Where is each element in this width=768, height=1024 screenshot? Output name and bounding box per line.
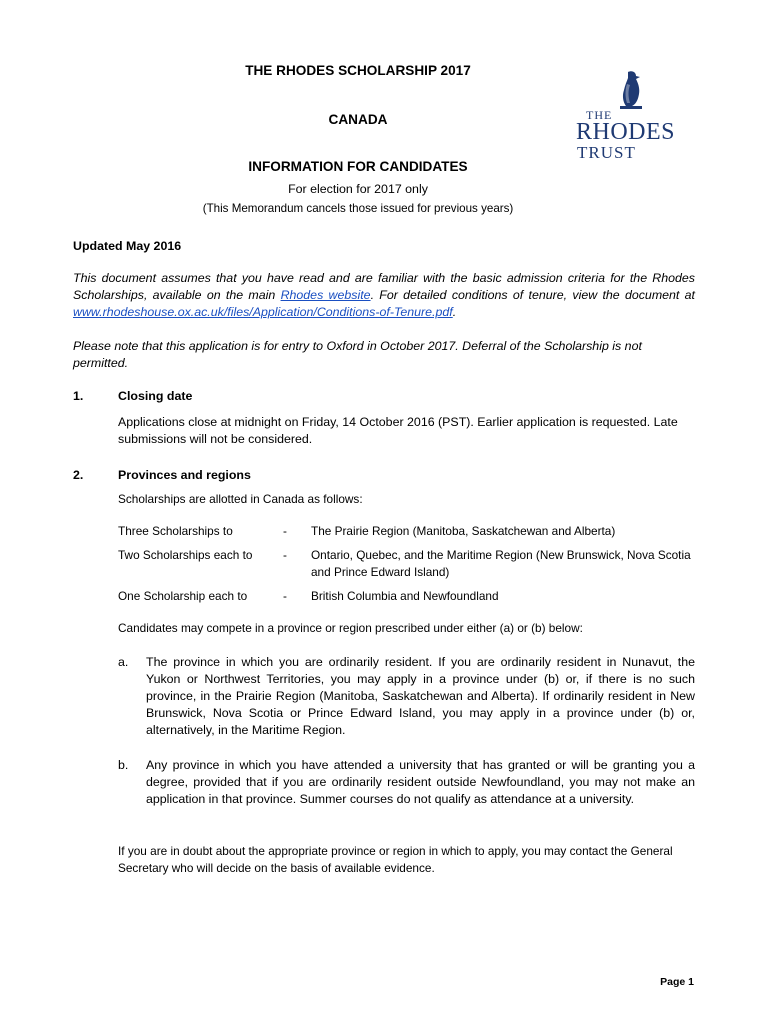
intro-text-1: This document assumes that you have read and are familiar with the basic admission criteria for the Rhodes Scholarships, available on the main (73, 271, 695, 302)
rhodes-bird-icon (616, 70, 646, 110)
conditions-of-tenure-link[interactable]: www.rhodeshouse.ox.ac.uk/files/Application/Conditions-of-Tenure.pdf (73, 305, 453, 319)
allocation-regions: The Prairie Region (Manitoba, Saskatchewan and Alberta) (311, 524, 616, 538)
allocation-regions: Ontario, Quebec, and the Maritime Region (New Brunswick, Nova Scotia and Prince Edward Island) (311, 548, 691, 579)
rhodes-trust-logo (572, 70, 696, 170)
deferral-note: Please note that this application is for entry to Oxford in October 2017. Deferral of the Scholarship is not permitted. (73, 339, 642, 370)
election-note: For election for 2017 only (288, 182, 428, 196)
closing-date-text: Applications close at midnight on Friday, 14 October 2016 (PST). Earlier application is requested. Late submissions will not be considered. (118, 415, 678, 446)
allocation-dash: - (283, 548, 287, 562)
section-1-number: 1. (73, 389, 84, 403)
logo-text-trust: TRUST (577, 143, 636, 162)
logo-text-the: THE (586, 108, 613, 122)
intro-text-2: . For detailed conditions of tenure, view the document at (370, 288, 695, 302)
logo-text-rhodes: RHODES (576, 119, 676, 145)
country-heading: CANADA (328, 112, 388, 127)
allocation-label: One Scholarship each to (118, 589, 248, 603)
allocation-dash: - (283, 524, 287, 538)
page-number: Page 1 (660, 976, 694, 988)
section-1-title: Closing date (118, 389, 193, 403)
option-a-text: The province in which you are ordinarily resident. If you are ordinarily resident in Nunavut, the Yukon or Northwest Territories, you may apply in a province under (b) or, if there is no such province, in the Prairie Region (Manitoba, Saskatchewan and Alberta). If ordinarily resident in New Brunswick, Nova Scotia or Prince Edward Island, you may apply in a province under (b) or, alternatively, in the Maritime Region. (146, 655, 695, 737)
document-title: THE RHODES SCHOLARSHIP 2017 (245, 63, 471, 78)
compete-instruction: Candidates may compete in a province or region prescribed under either (a) or (b) below: (118, 621, 583, 635)
allocation-dash: - (283, 589, 287, 603)
subtitle-heading: INFORMATION FOR CANDIDATES (248, 159, 468, 174)
allocation-regions: British Columbia and Newfoundland (311, 589, 499, 603)
memo-note: (This Memorandum cancels those issued for previous years) (202, 202, 514, 215)
updated-date: Updated May 2016 (73, 239, 182, 253)
section-2-number: 2. (73, 468, 84, 482)
allotment-lead: Scholarships are allotted in Canada as follows: (118, 492, 363, 506)
rhodes-website-link[interactable]: Rhodes website (280, 288, 371, 302)
option-b-marker: b. (118, 758, 129, 772)
option-a-marker: a. (118, 655, 129, 669)
option-b-text: Any province in which you have attended a university that has granted or will be granting you a degree, provided that if you are ordinarily resident outside Newfoundland, you may not make an application in that province. Summer courses do not qualify as attendance at a university. (146, 758, 695, 806)
intro-text-3: . (452, 305, 457, 319)
allocation-label: Three Scholarships to (118, 524, 233, 538)
doubt-paragraph: If you are in doubt about the appropriate province or region in which to apply, you may contact the General Secretary who will decide on the basis of available evidence. (118, 844, 673, 875)
section-2-title: Provinces and regions (118, 468, 251, 482)
intro-paragraph (73, 270, 695, 321)
allocation-label: Two Scholarships each to (118, 548, 253, 562)
